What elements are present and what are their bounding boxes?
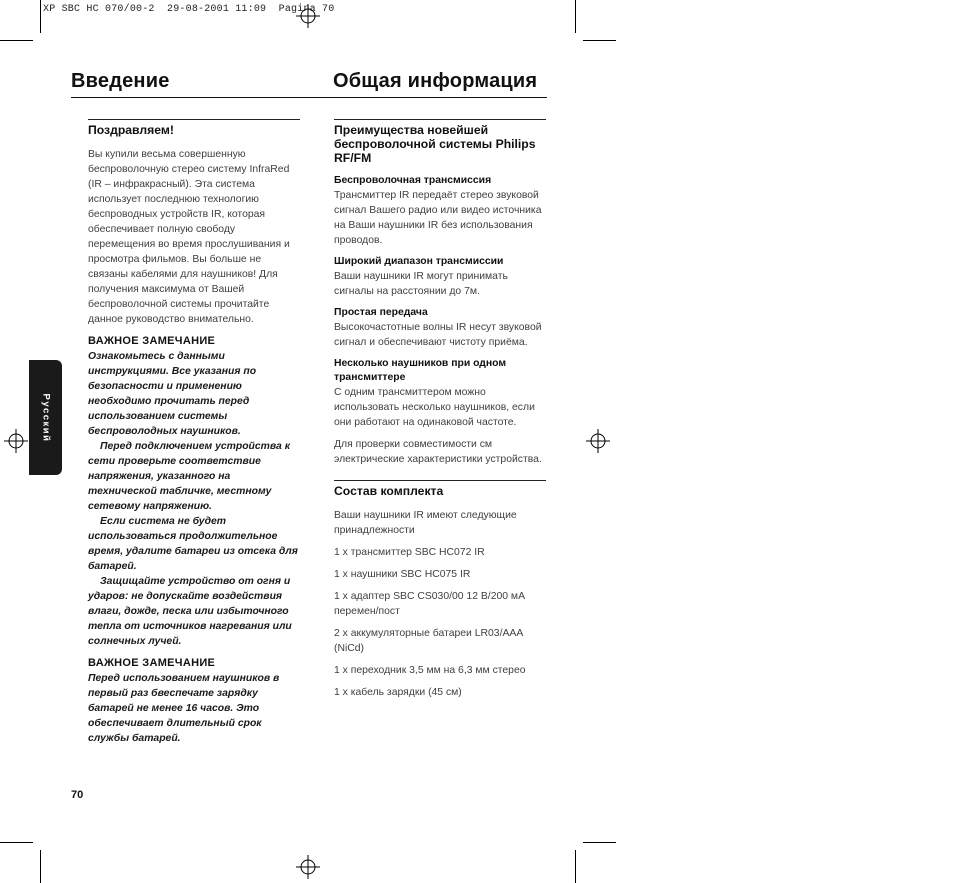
right-column xyxy=(334,119,546,707)
crop-mark-bottom-left-v xyxy=(40,850,41,883)
notice-paragraph-3: Если система не будет использоваться продолжительное время, удалите батареи из отсека для батарей. xyxy=(88,516,298,572)
contents-item: 1 x адаптер SBC CS030/00 12 В/200 мА перемен/пост xyxy=(334,591,525,617)
contents-intro: Ваши наушники IR имеют следующие принадлежности xyxy=(334,510,517,536)
registration-mark-top-icon xyxy=(296,4,320,28)
section-rule xyxy=(88,119,300,120)
page-number: 70 xyxy=(71,789,84,801)
registration-mark-left-icon xyxy=(4,429,28,453)
intro-paragraph: Вы купили весьма совершенную беспроволочную стерео систему InfraRed (IR – инфракрасный). Эта система использует последнюю технологию беспроводных устройств IR, которая обеспечивает полную свободу перемещения во время прослушивания и просмотра фильмов. Вы больше не связаны кабелями для наушников! Для получения максимума от Вашей беспроволочной системы прочитайте данное руководство внимательно. xyxy=(88,149,290,325)
notice-paragraph-4: Защищайте устройство от огня и ударов: не допускайте воздействия влаги, дожде, песка или избыточного тепла от источников нагревания или солнечных лучей. xyxy=(88,576,292,647)
left-column xyxy=(88,119,300,746)
contents-item: 1 x наушники SBC HC075 IR xyxy=(334,569,471,580)
notice-paragraph-1: Ознакомьтесь с данными инструкциями. Все указания по безопасности и применению необходимо прочитать перед использованием системы беспроволодных наушников. xyxy=(88,351,257,437)
crop-mark-top-left-v xyxy=(40,0,41,33)
contents-heading: Состав комплекта xyxy=(334,484,444,498)
section-rule xyxy=(334,119,546,120)
feature-text-2: Ваши наушники IR могут принимать сигналы на расстоянии до 7м. xyxy=(334,271,508,297)
page-title-right: Общая информация xyxy=(333,70,538,92)
contents-item: 1 x кабель зарядки (45 см) xyxy=(334,687,462,698)
congrats-heading: Поздравляем! xyxy=(88,123,174,137)
contents-item: 1 x трансмиттер SBC HC072 IR xyxy=(334,547,485,558)
feature-text-1: Трансмиттер IR передаёт стерео звуковой сигнал Вашего радио или видео источника на Ваши наушники IR без использования проводов. xyxy=(334,190,542,246)
contents-item: 1 x переходник 3,5 мм на 6,3 мм стерео xyxy=(334,665,526,676)
page-title-left: Введение xyxy=(71,70,170,92)
registration-mark-bottom-icon xyxy=(296,855,320,879)
section-rule xyxy=(334,480,546,481)
feature-text-4: С одним трансмиттером можно использовать несколько наушников, если они работают на одинаковой частоте. xyxy=(334,387,535,428)
title-rule xyxy=(71,97,547,98)
crop-mark-top-right-h xyxy=(583,40,616,41)
compatibility-text: Для проверки совместимости см электрические характеристики устройства. xyxy=(334,439,542,465)
notice-heading-1: ВАЖНОЕ ЗАМЕЧАНИЕ xyxy=(88,335,216,347)
notice-heading-2: ВАЖНОЕ ЗАМЕЧАНИЕ xyxy=(88,657,216,669)
feature-text-3: Высокочастотные волны IR несут звуковой сигнал и обеспечивают чистоту приёма. xyxy=(334,322,542,348)
language-tab-label: Русский xyxy=(40,393,51,442)
advantages-heading: Преимущества новейшей беспроволочной системы Philips RF/FM xyxy=(334,123,536,165)
feature-title-2: Широкий диапазон трансмиссии xyxy=(334,256,504,267)
notice-paragraph-2: Перед подключением устройства к сети проверьте соответствие напряжения, указанного на технической табличке, местному сетевому напряжению. xyxy=(88,441,290,512)
crop-mark-top-left-h xyxy=(0,40,33,41)
print-header: XP SBC HC 070/00-2 29-08-2001 11:09 Pagina 70 xyxy=(43,4,335,15)
contents-item: 2 x аккумуляторные батареи LR03/AAA (NiCd) xyxy=(334,628,523,654)
language-side-tab xyxy=(29,360,62,475)
crop-mark-top-right-v xyxy=(575,0,576,33)
crop-mark-bottom-right-h xyxy=(583,842,616,843)
feature-title-4: Несколько наушников при одном трансмиттере xyxy=(334,358,507,383)
registration-mark-right-icon xyxy=(586,429,610,453)
feature-title-1: Беспроволочная трансмиссия xyxy=(334,175,492,186)
crop-mark-bottom-right-v xyxy=(575,850,576,883)
notice-paragraph-5: Перед использованием наушников в первый раз бвеспечате зарядку батарей не менее 16 часов. Это обеспечивает длительный срок службы батарей. xyxy=(88,673,280,744)
feature-title-3: Простая передача xyxy=(334,307,428,318)
crop-mark-bottom-left-h xyxy=(0,842,33,843)
